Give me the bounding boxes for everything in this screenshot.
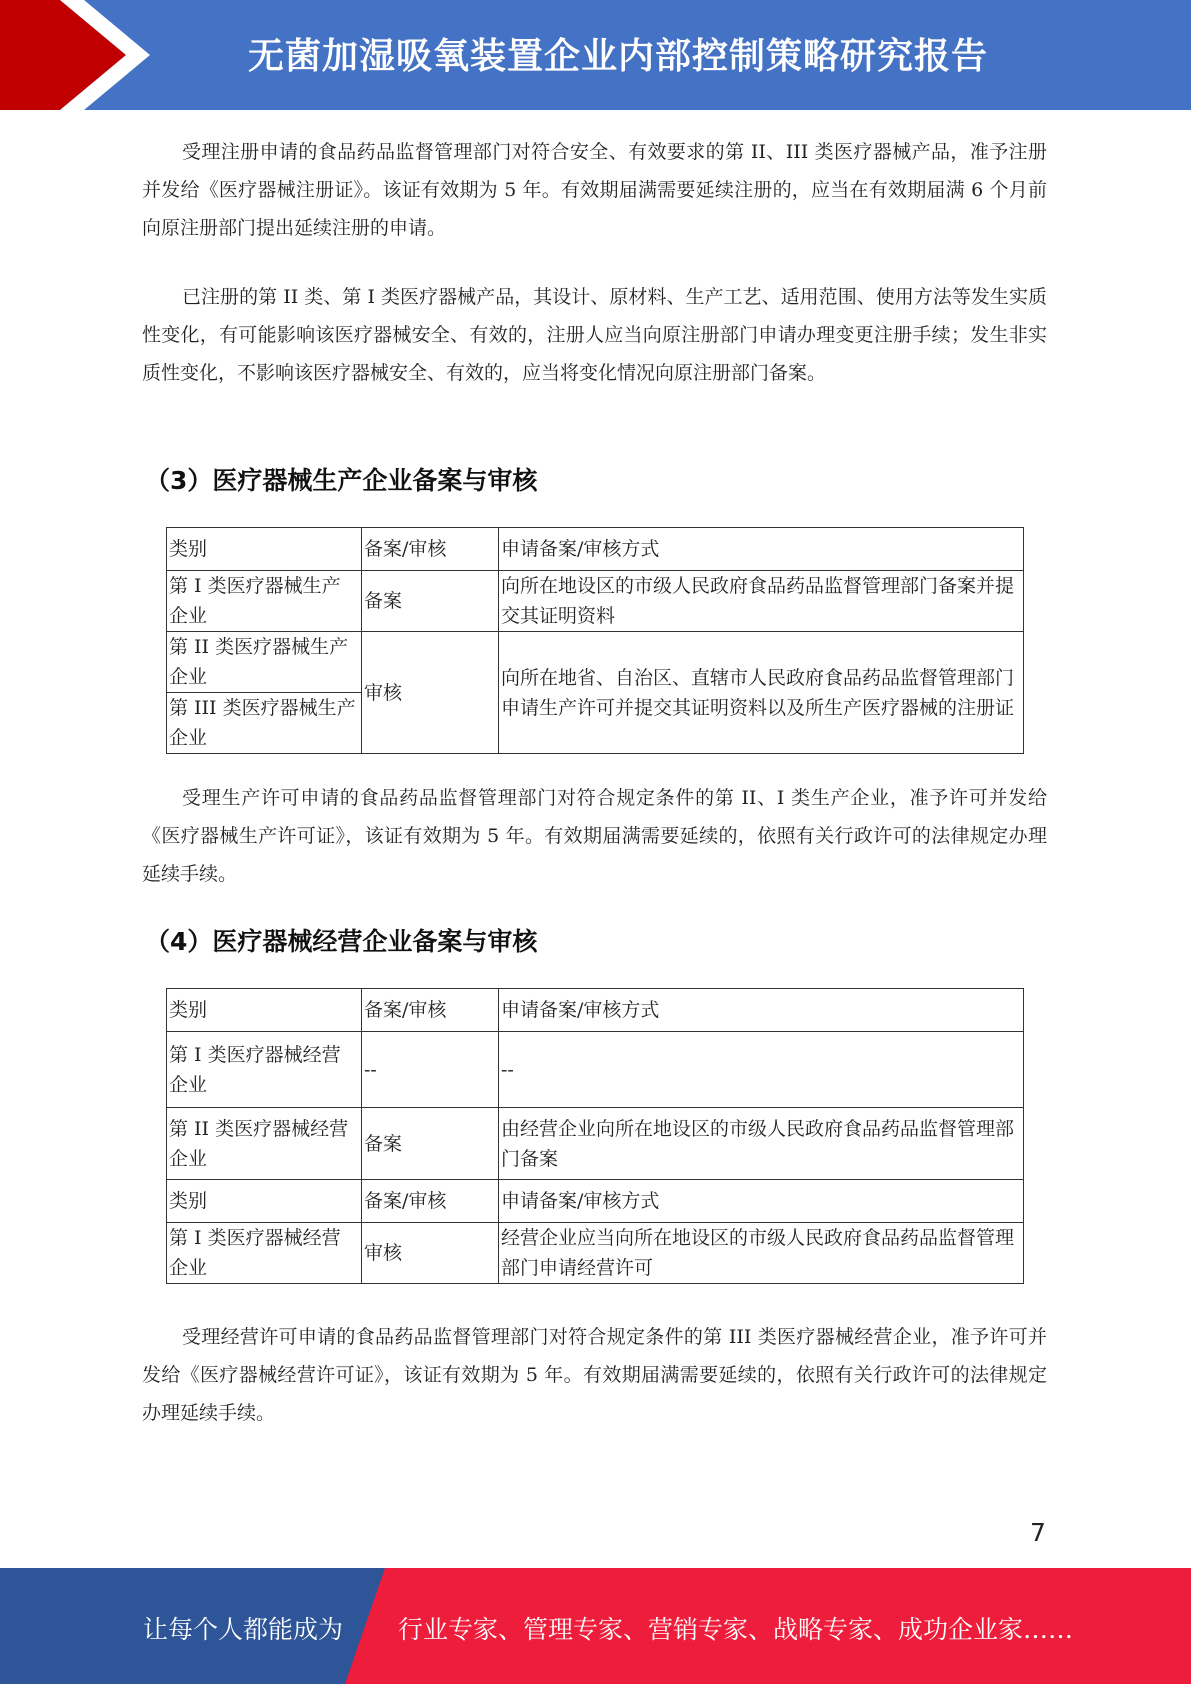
table-cell: 备案/审核 bbox=[362, 528, 499, 571]
table-header-row bbox=[167, 528, 1024, 571]
table-row bbox=[167, 632, 1024, 693]
table-cell: 由经营企业向所在地设区的市级人民政府食品药品监督管理部门备案 bbox=[499, 1108, 1024, 1180]
paragraph-registration: 受理注册申请的食品药品监督管理部门对符合安全、有效要求的第 II、III 类医疗器械产品，准予注册并发给《医疗器械注册证》。该证有效期为 5 年。有效期届满需要延续注册的，应当在有效期届满 6 个月前向原注册部门提出延续注册的申请。 bbox=[142, 141, 1047, 239]
table-cell: 审核 bbox=[362, 632, 499, 754]
paragraph-change-registration: 已注册的第 II 类、第 I 类医疗器械产品，其设计、原材料、生产工艺、适用范围、使用方法等发生实质性变化，有可能影响该医疗器械安全、有效的，注册人应当向原注册部门申请办理变更注册手续；发生非实质性变化，不影响该医疗器械安全、有效的，应当将变化情况向原注册部门备案。 bbox=[142, 286, 1047, 384]
section-heading-production: （3）医疗器械生产企业备案与审核 bbox=[145, 466, 538, 495]
table-cell: 备案 bbox=[362, 1108, 499, 1180]
table-row bbox=[167, 1032, 1024, 1108]
production-enterprise-table bbox=[166, 527, 1024, 754]
table-row bbox=[167, 1180, 1024, 1223]
table-cell: -- bbox=[362, 1032, 499, 1108]
table-row bbox=[167, 571, 1024, 632]
table-cell: 备案/审核 bbox=[362, 989, 499, 1032]
report-title: 无菌加湿吸氧装置企业内部控制策略研究报告 bbox=[248, 36, 989, 77]
table-cell: 第 III 类医疗器械生产企业 bbox=[167, 693, 362, 754]
table-cell: 类别 bbox=[167, 528, 362, 571]
footer-slogan-left: 让每个人都能成为 bbox=[143, 1615, 344, 1644]
page-header bbox=[0, 0, 1191, 110]
table-cell: 向所在地省、自治区、直辖市人民政府食品药品监督管理部门申请生产许可并提交其证明资料以及所生产医疗器械的注册证 bbox=[499, 632, 1024, 754]
footer-slogan-right: 行业专家、管理专家、营销专家、战略专家、成功企业家…… bbox=[398, 1615, 1074, 1644]
table-cell: 类别 bbox=[167, 1180, 362, 1223]
distribution-enterprise-table bbox=[166, 988, 1024, 1284]
table-cell: 第 I 类医疗器械经营企业 bbox=[167, 1032, 362, 1108]
table-cell: 备案 bbox=[362, 571, 499, 632]
table-cell: 第 I 类医疗器械经营企业 bbox=[167, 1223, 362, 1284]
table-cell: 第 I 类医疗器械生产企业 bbox=[167, 571, 362, 632]
table-cell: 申请备案/审核方式 bbox=[499, 1180, 1024, 1223]
table-cell: 审核 bbox=[362, 1223, 499, 1284]
table-row bbox=[167, 1223, 1024, 1284]
page-footer bbox=[0, 1568, 1191, 1684]
table-cell: 向所在地设区的市级人民政府食品药品监督管理部门备案并提交其证明资料 bbox=[499, 571, 1024, 632]
page-number: 7 bbox=[1030, 1518, 1046, 1547]
table-cell: 申请备案/审核方式 bbox=[499, 528, 1024, 571]
section-heading-distribution: （4）医疗器械经营企业备案与审核 bbox=[145, 927, 538, 956]
table-cell: 第 II 类医疗器械生产企业 bbox=[167, 632, 362, 693]
paragraph-production-license: 受理生产许可申请的食品药品监督管理部门对符合规定条件的第 II、I 类生产企业，准予许可并发给《医疗器械生产许可证》，该证有效期为 5 年。有效期届满需要延续的，依照有关行政许可的法律规定办理延续手续。 bbox=[142, 787, 1047, 885]
table-header-row bbox=[167, 989, 1024, 1032]
table-cell: 类别 bbox=[167, 989, 362, 1032]
table-cell: 经营企业应当向所在地设区的市级人民政府食品药品监督管理部门申请经营许可 bbox=[499, 1223, 1024, 1284]
table-cell: 申请备案/审核方式 bbox=[499, 989, 1024, 1032]
paragraph-distribution-license: 受理经营许可申请的食品药品监督管理部门对符合规定条件的第 III 类医疗器械经营企业，准予许可并发给《医疗器械经营许可证》，该证有效期为 5 年。有效期届满需要延续的，依照有关行政许可的法律规定办理延续手续。 bbox=[142, 1326, 1047, 1424]
table-cell: 备案/审核 bbox=[362, 1180, 499, 1223]
table-cell: 第 II 类医疗器械经营企业 bbox=[167, 1108, 362, 1180]
table-cell: -- bbox=[499, 1032, 1024, 1108]
table-row bbox=[167, 1108, 1024, 1180]
